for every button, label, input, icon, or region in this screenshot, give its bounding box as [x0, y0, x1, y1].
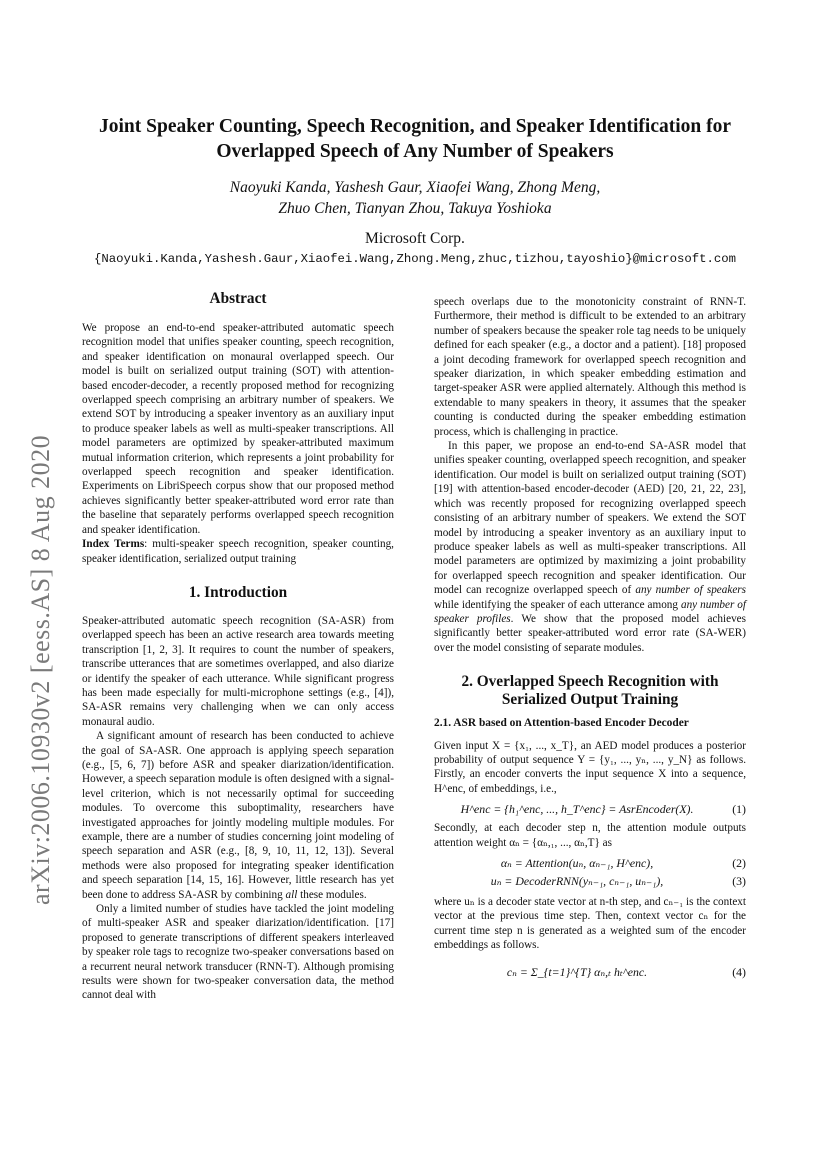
intro-paragraph-1: Speaker-attributed automatic speech recognition (SA-ASR) from overlapped speech has been an active research area towards meeting transcription [1, 2, 3]. It requires to count the number of speakers, transcribe utterances that are sometimes overlapped, and also diarize or identify the speaker of each utterance. While significant progress has been made especially for multi-microphone settings (e.g., [4]), SA-ASR remains very challenging when we can only access monaural audio.	[82, 614, 394, 728]
abstract-heading: Abstract	[209, 290, 267, 307]
intro-paragraph-3: Only a limited number of studies have tackled the joint modeling of multi-speaker ASR and speaker diarization/identification. [17] proposed to generate transcriptions of different speakers interleaved by speaker role tags to recognize two-speaker conversations based on a recurrent neural network transducer (RNN-T). Although promising results were shown for two-speaker conversation data, the method cannot deal with	[82, 903, 394, 1002]
email-list: {Naoyuki.Kanda,Yashesh.Gaur,Xiaofei.Wang,Zhong.Meng,zhuc,tizhou,tayoshio}@microsoft.com	[93, 252, 736, 266]
authors-line-2: Zhuo Chen, Tianyan Zhou, Takuya Yoshioka	[278, 200, 552, 217]
intro-paragraph-2: A significant amount of research has been conducted to achieve the goal of SA-ASR. One approach is applying speech separation (e.g., [5, 6, 7]) before ASR and speaker diarization/identification. However, a speech separation module is often designed with a signal-level criterion, which is not necessarily optimal for succeeding modules. To overcome this suboptimality, researchers have investigated approaches for jointly modeling multiple modules. For example, there are a number of studies concerning joint modeling of speech separation and ASR (e.g., [8, 9, 10, 11, 12, 13]). Several methods were also proposed for integrating speaker identification and speech separation [14, 15, 16]. However, little research has yet been done to address SA-ASR by combining all these modules.	[82, 730, 394, 901]
section-2-1-paragraph-1: Given input X = {x₁, ..., x_T}, an AED model produces a posterior probability of output sequence Y = {y₁, ..., yₙ, ..., y_N} as follows. Firstly, an encoder converts the input sequence X into a sequence, H^enc, of embeddings, i.e.,	[434, 739, 746, 795]
equation-4: cₙ = Σ_{t=1}^{T} αₙ,ₜ hₜ^enc. (4)	[506, 964, 746, 979]
right-paragraph-2: In this paper, we propose an end-to-end SA-ASR model that unifies speaker counting, overlapped speech recognition, and speaker identification. Our model is built on serialized output training (SOT) [19] with attention-based encoder-decoder (AED) [20, 21, 22, 23], which was recently proposed for recognizing overlapped speech consisting of an arbitrary number of speakers. We extend the SOT model by introducing a speaker inventory as an auxiliary input to produce speaker labels as well as multi-speaker transcriptions. All model parameters are optimized by maximizing a joint probability for overlapped speech recognition and speaker identification. Our model can recognize overlapped speech of any number of speakers while identifying the speaker of each utterance among any number of speaker profiles. We show that the proposed model achieves significantly better speaker-attributed word error rate (SA-WER) over the model consisting of separate modules.	[434, 440, 747, 654]
authors	[80, 177, 750, 219]
section-2-1-paragraph-3: where uₙ is a decoder state vector at n-th step, and cₙ₋₁ is the context vector at the previous time step. Then, context vector cₙ for the current time step n is generated as a weighted sum of the encoder embeddings as follows.	[434, 896, 746, 952]
index-terms	[82, 537, 394, 566]
arxiv-stamp: arXiv:2006.10930v2 [eess.AS] 8 Aug 2020	[26, 434, 55, 905]
index-terms-text: : multi-speaker speech recognition, speaker counting, speaker identification, serialized output training	[82, 538, 394, 565]
intro-heading: 1. Introduction	[188, 583, 288, 601]
section-2-1-paragraph-2: Secondly, at each decoder step n, the attention module outputs attention weight αₙ = {αₙ,₁, ..., αₙ,T} as	[434, 822, 746, 849]
paper-title: Joint Speaker Counting, Speech Recognition, and Speaker Identification for Overlapped Speech of Any Number of Speakers	[99, 116, 731, 162]
authors-line-1: Naoyuki Kanda, Yashesh Gaur, Xiaofei Wang, Zhong Meng,	[229, 179, 601, 196]
affiliation: Microsoft Corp.	[365, 230, 465, 247]
index-terms-label: Index Terms	[82, 538, 145, 551]
section-2-heading: 2. Overlapped Speech Recognition with Serialized Output Training	[461, 673, 719, 709]
right-column	[434, 295, 746, 981]
equation-2: αₙ = Attention(uₙ, αₙ₋₁, H^enc), (2)	[500, 856, 746, 870]
right-paragraph-1: speech overlaps due to the monotonicity constraint of RNN-T. Furthermore, their method is difficult to be extended to an arbitrary number of speakers because the speaker role tag needs to be uniquely defined for each speaker (e.g., a doctor and a patient). [18] proposed a joint decoding framework for overlapped speech recognition and speaker diarization, in which speaker embedding estimation and target-speaker ASR were applied alternately. Although this method is extendable to many speakers in theory, it assumes that the speaker counting is conducted during the speaker embedding estimation process, which is challenging in practice.	[434, 296, 746, 438]
equation-3: uₙ = DecoderRNN(yₙ₋₁, cₙ₋₁, uₙ₋₁), (3)	[490, 874, 746, 888]
equation-1: H^enc = {h₁^enc, ..., h_T^enc} = AsrEncoder(X). (1)	[460, 802, 746, 817]
abstract-text: We propose an end-to-end speaker-attributed automatic speech recognition model that unifies speaker counting, speech recognition, and speaker identification on monaural overlapped speech. Our model is built on serialized output training (SOT) with attention-based encoder-decoder, a recently proposed method for recognizing overlapped speech comprising an arbitrary number of speakers. We extend SOT by introducing a speaker inventory as an auxiliary input to produce speaker labels as well as multi-speaker transcriptions. All model parameters are optimized by speaker-attributed maximum mutual information criterion, which represents a joint probability for overlapped speech recognition and speaker identification. Experiments on LibriSpeech corpus show that our proposed method achieves significantly better speaker-attributed word error rate than the baseline that separately performs overlapped speech recognition and speaker identification.	[82, 322, 394, 536]
section-2-1-heading: 2.1. ASR based on Attention-based Encoder Decoder	[434, 717, 689, 730]
left-column	[82, 290, 394, 1003]
